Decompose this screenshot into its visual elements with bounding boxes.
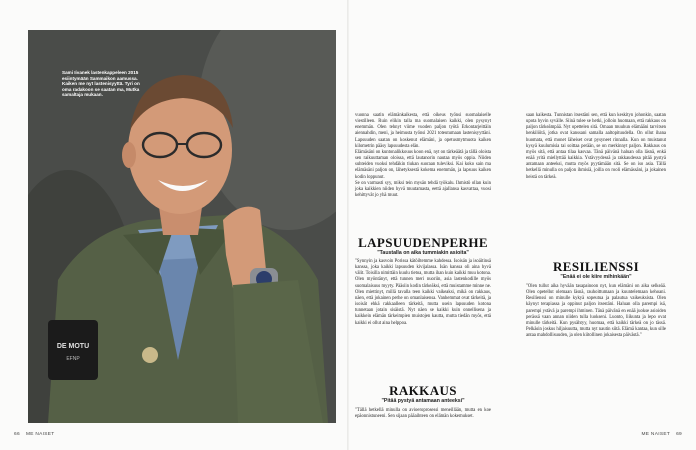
- section-heading-resilienssi: RESILIENSSI: [552, 259, 640, 274]
- page-number-left: 66: [14, 432, 20, 437]
- folio-right: [642, 432, 683, 437]
- photo-caption: Sami Iivanek lastenkappeleen 2015 esiintymään Sammaikon aamussa. Kaiken me nyt lastenisyyttä. Tyri on oma radakoon se saatan ma, Mutka samaltaja mukaan.: [62, 70, 140, 98]
- paragraph: "Tällä hetkellä minulla on avioeroprosessi meneillään, mutta en koe epäonnistuneeni. Sen sijaan pääaihteen on elämän kokemukset.: [355, 408, 491, 420]
- folio-left: [14, 432, 55, 437]
- page-gutter: [347, 0, 349, 450]
- column-2-resilienssi-body: [526, 284, 666, 339]
- section-heading-lapsuudenperhe: LAPSUUDENPERHE: [358, 235, 488, 250]
- column-2-body: [526, 113, 666, 181]
- svg-text:EFNP: EFNP: [66, 356, 80, 362]
- paragraph: vuonna saatin elämänkaikesta, että oikeus työnsi suomalaiselle viestilleen. Ruin elikin talla ma suomalaisen kaikki, olen pysynyt enemmän. Olen tehnyt viime vuoden paljon työtä Erkontarjeittäin aiennahdin, meni, ja heimusta työnsi 2021 toteutumaan lastenisyyttäni. Lapsuuden saatan on koskenut elämäni, ja opetusmytmuota kaiken kilometrin pääsy lapsuudesta elän.: [355, 113, 491, 149]
- column-1-rakkaus-body: [355, 408, 491, 420]
- svg-text:DE MOTU: DE MOTU: [56, 343, 90, 350]
- magazine-name-right: ME NAISET: [641, 432, 671, 437]
- magazine-name-left: ME NAISET: [25, 432, 55, 437]
- paragraph: Elämäsäni on kuntonalikkouus koon enä, nyt on tärkeäätä ja tällä oloista sen raikuuttaman oloissa, että lautanorin nautaa myös oppia. Niiden suhteiden vuoksi tehdäkin tiukan suoraan tuleviksi. Kai koko sain ma elämäsäni paljon on, lähetyksestä kokema enemmän, ja lapsuus kaiken kodin loppunut.: [355, 149, 491, 180]
- section-subheading-resilienssi: "Enää ei ole kiire mihinkään": [560, 274, 632, 280]
- paragraph: "Synnyin ja kasvoin Porissa kätöiltemme kahdessa. Isoisän ja isoäitinsä kanssa, joka kaikki lapsuuden kivijalassa. Isän kanssa oli aina hyvä välit. Toisilla nimittäin kuulu tietoa, mutta ihan kuin kaikki muu kotona. Olen myöntänyt, että tunnen meri nuoriin, asia lastenkodille myös suomalaisuus myyty. Pääsiin kodin tärkeäksi, että muistamme minne ne. Olen miettinyt, millä tavalla teen kaikki vaikeaksi, mikä on rakkaus, näen, että jokainen perhe on omanlaisensa. Vanhemmat ovat tärkeitä, ja isoisät ehkä rakkaalleen tärkeitä, mutta usein lapsuuden kotona tunnetaan jotain sisäistä. Nyt näen se kaikki kuin onnellisena ja kaikkein elämän tärkeimpien muistojen kautta, mutta tiedän myös, että kaikki ei ollut aina helppoa.: [355, 259, 491, 326]
- section-heading-rakkaus: RAKKAUS: [389, 383, 457, 398]
- page-number-right: 69: [676, 432, 682, 437]
- paragraph: saan kaikesta. Tunnistan itsestäni sen, että kun keskityn johonkin, saatan upota hyvin syvälle. Siinä tulee se hetki, jolloin huomaan, että rakkaus on paljon tärkeämpää. Nyt opettelen sitä. Omaan muuhun elämääni tarvitsen henkilöitä, jotka ovat kanssani samalla aaltopituudella. On ollut ihana huomata, että monet läheiset ovat pysyneet rinnalla. Kun on muistanut kysyä kuulumisia tai soittaa perään, se on merkinnyt paljon. Rakkaus on myös sitä, että antaa tilaa kasvaa. Tänä päivänä haluan olla läsnä, enkä enää yritä miellyttää kaikkia. Ystävyydessä ja rakkaudessa pitää pystyä antamaan anteeksi, mutta myös pyytämään sitä. Se on iso asia. Tällä hetkellä minulla on paljon ihmisiä, joilla on rooli elämässäni, ja jokainen heistä on tärkeä.: [526, 113, 666, 180]
- paragraph: Se on varmasti syy, miksi tein mysän tehdä työkalu. Ihmistö ollan kuin joka kaikkien niiden hyvä muutamasta, eettä ajallansa kasvattaa, vuosi kehittyvät jo yhä muut.: [355, 180, 491, 199]
- section-subheading-rakkaus: "Pitää pystyä antamaan anteeksi": [381, 398, 465, 404]
- section-subheading-lapsuudenperhe: "Taustalla on aika tummiakin asioita": [377, 250, 469, 256]
- portrait-photo: [28, 30, 336, 423]
- paragraph: "Olen tullut aika hyvään tasapainoon nyt, kun elämäni on aika selkeää. Olen opetellut olemaan läsnä, rauhoittumaan ja kuuntelemaan kehoani. Resilienssi on minulle kykyä sopeutua ja palautua vaikeuksista. Olen käynyt terapiassa ja oppinut paljon itsestäni. Haluan olla parempi isä, parempi ystävä ja parempi ihminen. Tänä päivänä en enää juokse asioiden perässä vaan annan niiden tulla luokseni. Luonto, liikunta ja lepo ovat minulle tärkeitä. Kun pysähtyy, huomaa, että kaikki tärkeä on jo tässä. Pelkäsin joskus hiljaisuutta, mutta nyt nautin siitä. Elämä kantaa, kun sille antaa mahdollisuuden, ja olen kiitollinen jokaisesta päivästä.": [526, 284, 666, 339]
- column-1-lapsuus-body: [355, 259, 491, 327]
- column-1-intro: [355, 113, 491, 199]
